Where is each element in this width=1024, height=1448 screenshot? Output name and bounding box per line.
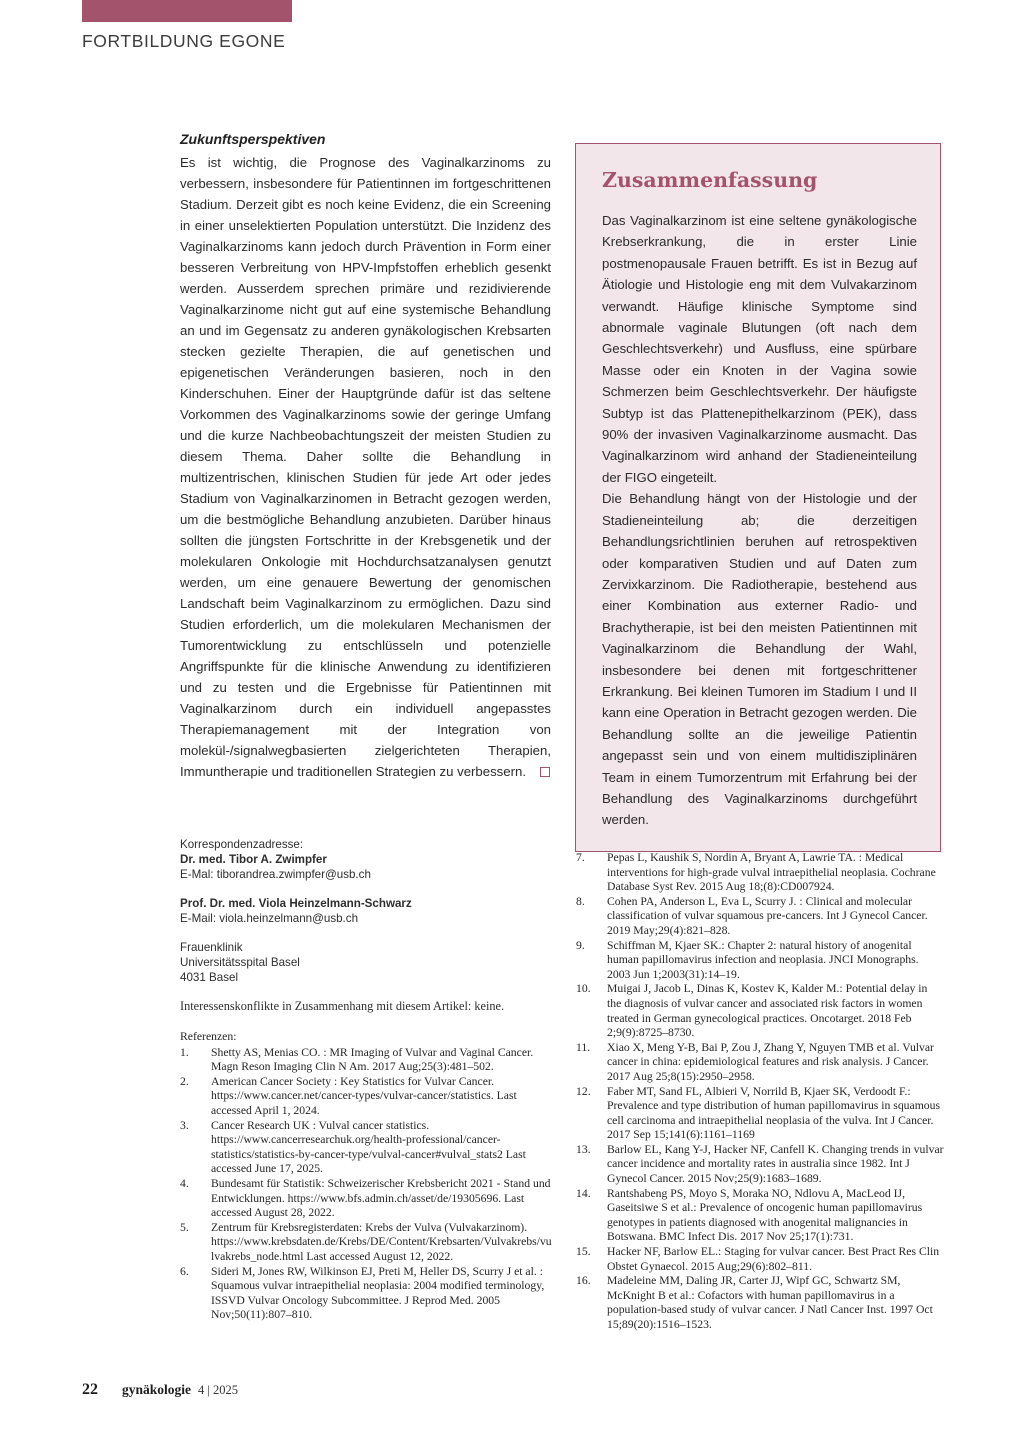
reference-number: 16. — [576, 1274, 591, 1288]
reference-text: Zentrum für Krebsregisterdaten: Krebs der Vulva (Vulvakarzinom). https://www.krebsdaten.de/Krebs/DE/Content/Krebsarten/Vulvakrebs/vulvakrebs_node.html Last accessed August 12, 2022. — [211, 1220, 552, 1263]
reference-number: 3. — [180, 1118, 189, 1132]
reference-number: 13. — [576, 1142, 591, 1156]
contact-entry — [180, 896, 552, 926]
address-line: 4031 Basel — [180, 971, 239, 984]
reference-text: Cohen PA, Anderson L, Eva L, Scurry J. : Clinical and molecular classification of vulvar squamous pre-cancers. Int J Gynecol Cancer. 2019 May;29(4):821–828. — [607, 894, 928, 937]
reference-item — [576, 851, 944, 895]
reference-text: American Cancer Society : Key Statistics for Vulvar Cancer. https://www.cancer.net/cancer-types/vulvar-cancer/statistics. Last accessed April 1, 2024. — [211, 1074, 517, 1117]
correspondence-contacts — [180, 852, 552, 926]
reference-text: Sideri M, Jones RW, Wilkinson EJ, Preti M, Heller DS, Scurry J et al. : Squamous vulvar intraepithelial neoplasia: 2004 modified terminology, ISSVD Vulvar Oncology Subcommittee. J Reprod Med. 2005 Nov;50(11):807–810. — [211, 1264, 545, 1322]
summary-paragraph: Das Vaginalkarzinom ist eine seltene gynäkologische Krebserkrankung, die in erster Linie postmenopausale Frauen betrifft. Es ist in Bezug auf Ätiologie und Histologie eng mit dem Vulvakarzinom verwandt. Häufige klinische Symptome sind abnormale vaginale Blutungen (oft nach dem Geschlechtsverkehr) und Ausfluss, eine spürbare Masse oder ein Knoten in der Vagina sowie Schmerzen beim Geschlechtsverkehr. Der häufigste Subtyp ist das Plattenepithelkarzinom (PEK), dass 90% der invasiven Vaginalkarzinome ausmacht. Das Vaginalkarzinom wird anhand der Stadieneinteilung der FIGO eingeteilt. — [602, 213, 917, 485]
reference-number: 7. — [576, 851, 585, 864]
reference-item — [576, 895, 944, 939]
journal-issue: 4 | 2025 — [198, 1383, 239, 1397]
reference-number: 15. — [576, 1245, 591, 1259]
address-line: Frauenklinik — [180, 941, 243, 954]
reference-item — [180, 1119, 553, 1177]
contact-email: E-Mal: tiborandrea.zwimpfer@usb.ch — [180, 868, 371, 881]
article-body — [180, 152, 551, 782]
summary-box-body — [602, 210, 917, 831]
reference-text: Pepas L, Kaushik S, Nordin A, Bryant A, Lawrie TA. : Medical interventions for high-grade vulval intraepithelial neoplasia. Cochrane Database Syst Rev. 2015 Aug 18;(8):CD007924. — [607, 851, 936, 894]
reference-text: Hacker NF, Barlow EL.: Staging for vulvar cancer. Best Pract Res Clin Obstet Gynaecol. 2015 Aug;29(6):802–811. — [607, 1245, 940, 1273]
reference-text: Madeleine MM, Daling JR, Carter JJ, Wipf GC, Schwartz SM, McKnight B et al.: Cofactors with human papillomavirus in a population-based study of vulvar cancer. J Natl Cancer Inst. 1997 Oct 15;89(20):1516–1523. — [607, 1274, 933, 1331]
reference-item — [576, 1274, 944, 1332]
end-of-article-square-icon — [540, 767, 550, 777]
reference-number: 12. — [576, 1084, 591, 1098]
references-list-left — [180, 1046, 553, 1323]
journal-name: gynäkologie — [122, 1382, 192, 1397]
reference-item — [180, 1046, 553, 1075]
reference-text: Shetty AS, Menias CO. : MR Imaging of Vulvar and Vaginal Cancer. Magn Reson Imaging Clin N Am. 2017 Aug;25(3):481–502. — [211, 1045, 534, 1074]
reference-text: Xiao X, Meng Y-B, Bai P, Zou J, Zhang Y, Nguyen TMB et al. Vulvar cancer in china: epidemiological features and risk analysis. J Cancer. 2017 Aug 25;8(15):2950–2958. — [607, 1040, 934, 1083]
correspondence-label: Korrespondenzadresse: — [180, 838, 304, 851]
reference-number: 11. — [576, 1040, 591, 1054]
reference-number: 14. — [576, 1186, 591, 1200]
reference-number: 8. — [576, 894, 585, 908]
reference-item — [576, 1245, 944, 1274]
reference-item — [576, 1187, 944, 1245]
page-footer — [82, 1381, 238, 1399]
reference-item — [180, 1075, 553, 1119]
summary-paragraph: Die Behandlung hängt von der Histologie und der Stadieneinteilung ab; die derzeitigen Behandlungsrichtlinien beruhen auf retrospektiven oder komparativen Studien und auf Daten zum Zervixkarzinom. Die Radiotherapie, bestehend aus einer Kombination aus externer Radio- und Brachytherapie, ist bei den meisten Patientinnen mit Vaginalkarzinom die Behandlung der Wahl, insbesondere bei denen mit fortgeschrittener Erkrankung. Bei kleinen Tumoren im Stadium I und II kann eine Operation in Betracht gezogen werden. Die Behandlung sollte an die jeweilige Patientin angepasst sein und von einem multidisziplinären Team in einem Tumorzentrum mit Erfahrung bei der Behandlung des Vaginalkarzinoms durchgeführt werden. — [602, 491, 917, 828]
article-subheading: Zukunftsperspektiven — [180, 131, 326, 147]
reference-number: 9. — [576, 938, 585, 952]
references-column-right — [576, 851, 944, 1333]
reference-item — [180, 1221, 553, 1265]
summary-box-title: Zusammenfassung — [602, 168, 818, 192]
reference-item — [576, 1085, 944, 1143]
references-label: Referenzen: — [180, 1030, 237, 1043]
reference-number: 4. — [180, 1176, 189, 1190]
section-label: FORTBILDUNG EGONE — [82, 31, 286, 51]
references-list-right — [576, 851, 944, 1333]
contact-entry — [180, 852, 552, 882]
brand-color-bar — [82, 0, 292, 22]
reference-number: 5. — [180, 1220, 189, 1234]
reference-text: Faber MT, Sand FL, Albieri V, Norrild B, Kjaer SK, Verdoodt F.: Prevalence and type distribution of human papillomavirus in squamous cell carcinoma and intraepithelial neoplasia of the vulva. Int J Cancer. 2017 Sep 15;141(6):1161–1169 — [607, 1084, 941, 1142]
address-line: Universitätsspital Basel — [180, 956, 300, 969]
reference-item — [576, 1041, 944, 1085]
reference-text: Cancer Research UK : Vulval cancer statistics. https://www.cancerresearchuk.org/health-professional/cancer-statistics/statistics-by-cancer-type/vulval-cancer#vulval_stats2 Last accessed June 17, 2025. — [211, 1118, 526, 1176]
contact-name: Prof. Dr. med. Viola Heinzelmann-Schwarz — [180, 897, 412, 910]
article-left-column — [180, 131, 551, 782]
reference-text: Barlow EL, Kang Y-J, Hacker NF, Canfell K. Changing trends in vulvar cancer incidence and mortality rates in australia since 1982. Int J Gynecol Cancer. 2015 Nov;25(9):1683–1689. — [607, 1142, 944, 1186]
contact-name: Dr. med. Tibor A. Zwimpfer — [180, 853, 327, 866]
reference-text: Muigai J, Jacob L, Dinas K, Kostev K, Kalder M.: Potential delay in the diagnosis of vulvar cancer and associated risk factors in women treated in German gynecological practices. Oncotarget. 2018 Feb 2;9(9):8725–8730. — [607, 982, 928, 1040]
reference-text: Schiffman M, Kjaer SK.: Chapter 2: natural history of anogenital human papillomavirus infection and neoplasia. JNCI Monographs. 2003 Jun 1;2003(31):14–19. — [607, 938, 919, 981]
correspondence-address — [180, 940, 552, 985]
reference-number: 2. — [180, 1074, 189, 1088]
article-body-text: Es ist wichtig, die Prognose des Vaginalkarzinoms zu verbessern, insbesondere für Patientinnen im fortgeschrittenen Stadium. Derzeit gibt es noch keine Evidenz, die ein Screening in einer unselektierten Population unterstützt. Die Inzidenz des Vaginalkarzinoms kann jedoch durch Prävention in Form einer besseren Verbreitung von HPV-Impfstoffen erheblich gesenkt werden. Ausserdem sprechen primäre und rezidivierende Vaginalkarzinome nicht gut auf eine systemische Behandlung an und im Gegensatz zu anderen gynäkologischen Krebsarten stecken gezielte Therapien, die auf genetischen und epigenetischen Veränderungen basieren, noch in den Kinderschuhen. Einer der Hauptgründe dafür ist das seltene Vorkommen des Vaginalkarzinoms sowie der geringe Umfang und die kurze Nachbeobachtungszeit der meisten Studien zu diesem Thema. Daher sollte die Behandlung in multizentrischen, klinischen Studien für jede Art oder jedes Stadium von Vaginalkarzinomen in Betracht gezogen werden, um die bestmögliche Behandlung anzubieten. Darüber hinaus sollten die jüngsten Fortschritte in der Krebsgenetik und der molekularen Onkologie mit Hochdurchsatzanalysen genutzt werden, um eine genauere Bewertung der genomischen Landschaft beim Vaginalkarzinom zu ermöglichen. Dazu sind Studien erforderlich, um die molekularen Mechanismen der Tumorentwicklung zu entschlüsseln und potenzielle Angriffspunkte für die klinische Anwendung zu identifizieren und zu testen und die Ergebnisse für Patientinnen mit Vaginalkarzinom durch ein individuell angepasstes Therapiemanagement mit der Integration von molekül-/signalwegbasierten zielgerichteten Therapien, Immuntherapie und traditionellen Strategien zu verbessern. — [180, 155, 551, 779]
reference-item — [180, 1265, 553, 1323]
reference-item — [576, 1143, 944, 1187]
reference-item — [576, 982, 944, 1040]
page-number: 22 — [82, 1381, 98, 1398]
reference-number: 1. — [180, 1045, 189, 1059]
reference-item — [180, 1177, 553, 1221]
reference-number: 6. — [180, 1264, 189, 1278]
reference-item — [576, 939, 944, 983]
reference-number: 10. — [576, 982, 591, 996]
reference-text: Bundesamt für Statistik: Schweizerischer Krebsbericht 2021 - Stand und Entwicklungen. https://www.bfs.admin.ch/asset/de/19305696. Last accessed August 28, 2022. — [211, 1176, 551, 1220]
correspondence-block — [180, 837, 552, 1014]
references-column-left — [180, 1030, 553, 1323]
reference-text: Rantshabeng PS, Moyo S, Moraka NO, Ndlovu A, MacLeod IJ, Gaseitsiwe S et al.: Prevalence of oncogenic human papillomavirus genotypes in patients diagnosed with anogenital malignancies in Botswana. BMC Infect Dis. 2017 Nov 25;17(1):731. — [607, 1186, 923, 1244]
conflict-of-interest-note: Interessenskonflikte in Zusammenhang mit diesem Artikel: keine. — [180, 999, 505, 1013]
contact-email: E-Mail: viola.heinzelmann@usb.ch — [180, 912, 359, 925]
summary-box — [575, 143, 941, 852]
